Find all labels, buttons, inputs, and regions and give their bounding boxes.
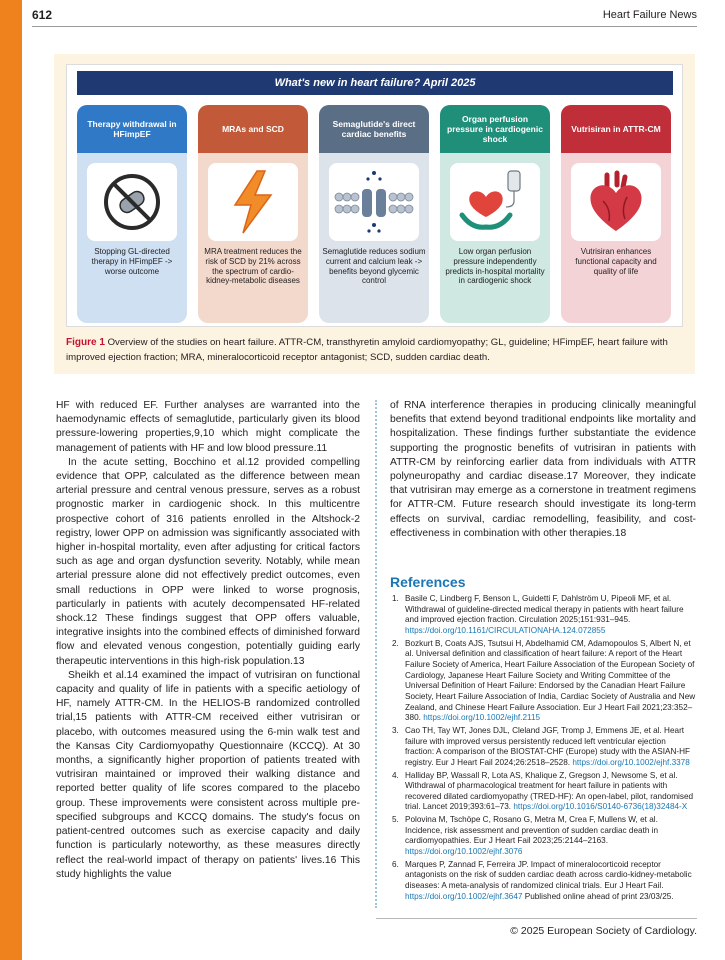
reference-text: Bozkurt B, Coats AJS, Tsutsui H, Abdelhamid CM, Adamopoulos S, Albert N, et al. Universal definition and classification of heart failure: A report of the Heart Failure Society of America, Heart Failure Association of the European Society of Cardiology, Japanese Heart Failure Society and Writing Committee of the Universal Definition of Heart Failure: Endorsed by the Canadian Heart Failure Society, Heart Failure Association of India, Cardiac Society of Australia and New Zealand, and Chinese Heart Failure Association. Eur J Heart Fail 2021;23:352–380. <box>405 638 696 723</box>
reference-item <box>392 815 697 858</box>
body-right-column <box>390 399 696 541</box>
panel-finding: Vutrisiran enhances functional capacity and quality of life <box>575 247 657 276</box>
doi-link[interactable]: https://doi.org/10.1016/S0140-6736(18)32484-X <box>513 802 688 812</box>
panel-finding: Semaglutide reduces sodium current and calcium leak -> benefits beyond glycemic control <box>322 247 426 286</box>
doi-link[interactable]: https://doi.org/10.1002/ejhf.3378 <box>572 757 690 767</box>
heart-organ-icon <box>571 163 661 241</box>
doi-link[interactable]: https://doi.org/10.1002/ejhf.3647 <box>405 891 523 901</box>
panel-heading: MRAs and SCD <box>198 105 308 153</box>
panel-semaglutide <box>319 105 429 323</box>
panel-finding: MRA treatment reduces the risk of SCD by 21% across the spectrum of cardio-kidney-metabolic diseases <box>204 247 302 286</box>
infusion-heart-icon <box>450 163 540 241</box>
figure-caption <box>66 336 686 364</box>
footer-rule <box>376 918 697 919</box>
reference-text: Basile C, Lindberg F, Benson L, Guidetti F, Dahlström U, Pipeoli MF, et al. Withdrawal of guideline-directed medical therapy in patients with heart failure and improved ejection fraction. Circulation 2025;151:931–945. <box>405 594 684 625</box>
reference-text: Cao TH, Tay WT, Jones DJL, Cleland JGF, Tromp J, Emmens JE, et al. Heart failure with improved versus persistently reduced left ventricular ejection fraction: A comparison of the BIOSTAT-CHF (Europe) study with the ASIAN-HF registry. Eur J Heart Fail 2024;26:2518–2528. <box>405 725 690 767</box>
references-heading: References <box>390 574 466 590</box>
reference-number: 3. <box>392 725 399 735</box>
reference-item <box>392 726 697 769</box>
panel-heading: Vutrisiran in ATTR-CM <box>561 105 671 153</box>
membrane-channel-icon <box>329 163 419 241</box>
paragraph: Sheikh et al.14 examined the impact of vutrisiran on functional capacity and quality of life in patients with a specific aetiology of HF, namely ATTR-CM. In the HELIOS-B randomized controlled trial,15 patients with ATTR-CM received either vutrisiran or placebo, with outcomes measured using the 6-min walk test and the Kansas City Cardiomyopathy Questionnaire (KCCQ). At 30 months, a significantly higher proportion of patients treated with vutrisiran maintained or improved their walking distance and reported better quality of life scores compared to the placebo group. These improvements were consistent across multiple pre-specified subgroups and KCCQ domains. The study's focus on patient-centred outcomes such as exercise capacity and daily function is particularly noteworthy, as these measures directly reflect the real-world impact of therapy on patients' lives.16 This study highlights the value <box>56 669 360 880</box>
reference-number: 5. <box>392 815 399 825</box>
panel-mras-scd <box>198 105 308 323</box>
reference-item <box>392 860 697 903</box>
reference-text: Halliday BP, Wassall R, Lota AS, Khalique Z, Gregson J, Newsome S, et al. Withdrawal of pharmacological treatment for heart failure in patients with recovered dilated cardiomyopathy (TRED-HF): An open-label, pilot, randomised trial. Lancet 2019;393:61–73. <box>405 770 694 812</box>
figure-label: Figure 1 <box>66 337 105 348</box>
reference-text: Marques P, Zannad F, Ferreira JP. Impact of mineralocorticoid receptor antagonists on the risk of sudden cardiac death across cardio-kidney-metabolic diseases: A meta-analysis of randomized clinical trials. Eur J Heart Fail. <box>405 859 692 891</box>
figure-title: What's new in heart failure? April 2025 <box>77 71 673 95</box>
reference-item <box>392 639 697 724</box>
no-pills-icon <box>87 163 177 241</box>
column-divider <box>375 400 377 908</box>
copyright: © 2025 European Society of Cardiology. <box>510 925 697 937</box>
paragraph: HF with reduced EF. Further analyses are warranted into the haemodynamic effects of semaglutide, particularly given its blood pressure-lowering properties,9,10 which might complicate the management of patients with HF and low blood pressure.11 <box>56 400 360 454</box>
panel-organ-perfusion <box>440 105 550 323</box>
caption-text: Overview of the studies on heart failure. ATTR-CM, transthyretin amyloid cardiomyopathy; GL, guideline; HFimpEF, heart failure with improved ejection fraction; MRA, mineralocorticoid receptor antagonist; SCD, sudden cardiac death. <box>66 337 668 363</box>
page-number: 612 <box>32 8 53 22</box>
panel-heading: Therapy withdrawal in HFimpEF <box>77 105 187 153</box>
panel-finding: Low organ perfusion pressure independently predicts in-hospital mortality in cardiogenic shock <box>445 247 545 286</box>
running-head: Heart Failure News <box>602 9 697 21</box>
header-rule <box>32 26 697 27</box>
panel-heading: Semaglutide's direct cardiac benefits <box>319 105 429 153</box>
reference-item <box>392 594 697 637</box>
reference-item <box>392 771 697 814</box>
figure-1 <box>54 54 695 374</box>
reference-text: Polovina M, Tschöpe C, Rosano G, Metra M, Crea F, Mullens W, et al. Incidence, risk assessment and prevention of sudden cardiac death in cardiomyopathies. Eur J Heart Fail 2023;25:2144–2163. <box>405 815 659 846</box>
reference-number: 2. <box>392 638 399 648</box>
doi-link[interactable]: https://doi.org/10.1161/CIRCULATIONAHA.124.072855 <box>405 625 606 635</box>
panel-vutrisiran <box>561 105 671 323</box>
body-left-column <box>56 399 360 882</box>
reference-note: Published online ahead of print 23/03/25. <box>524 891 674 901</box>
panel-heading: Organ perfusion pressure in cardiogenic shock <box>440 105 550 153</box>
paragraph: of RNA interference therapies in producing clinically meaningful benefits that extend beyond traditional endpoints like mortality and hospitalization. These findings further substantiate the evidence supporting the prognostic benefits of vutrisiran in patients with ATTR-CM by reinforcing earlier data from individuals with ATTR polyneuropathy and cardiac disease.17 Moreover, they indicate that vutrisiran may emerge as a cornerstone in treatment regimens for ATTR-CM. Future research should investigate its long-term effects on survival, cardiac remodelling, feasibility, and cost-effectiveness in combination with other therapies.18 <box>390 400 696 539</box>
reference-number: 6. <box>392 859 399 869</box>
reference-number: 4. <box>392 770 399 780</box>
paragraph: In the acute setting, Bocchino et al.12 provided compelling evidence that OPP, calculated as the difference between mean arterial pressure and central venous pressure, serves as a robust prognostic marker in cardiogenic shock. In this multicentre prospective cohort of 316 patients enrolled in the Altshock-2 registry, lower OPP on admission was significantly associated with higher in-hospital mortality, even after adjusting for critical factors such as age and organ dysfunction severity. Notably, while mean arterial pressure alone did not effectively predict outcomes, even small reductions in OPP were linked to worse prognosis, particularly in patients with acutely decompensated HF-related shock.12 These findings suggest that OPP offers valuable, integrative insights into the combined effects of diminished forward flow and elevated venous congestion, potentially guiding early therapeutic interventions in this high-risk population.13 <box>56 456 360 667</box>
panel-finding: Stopping GL-directed therapy in HFimpEF -> worse outcome <box>91 247 173 276</box>
figure-graphic <box>66 64 683 327</box>
reference-list <box>392 594 697 904</box>
edge-color-bar <box>0 0 22 960</box>
doi-link[interactable]: https://doi.org/10.1002/ejhf.2115 <box>423 713 541 723</box>
doi-link[interactable]: https://doi.org/10.1002/ejhf.3076 <box>405 847 523 857</box>
lightning-heart-icon <box>208 163 298 241</box>
panel-therapy-withdrawal <box>77 105 187 323</box>
reference-number: 1. <box>392 594 399 603</box>
